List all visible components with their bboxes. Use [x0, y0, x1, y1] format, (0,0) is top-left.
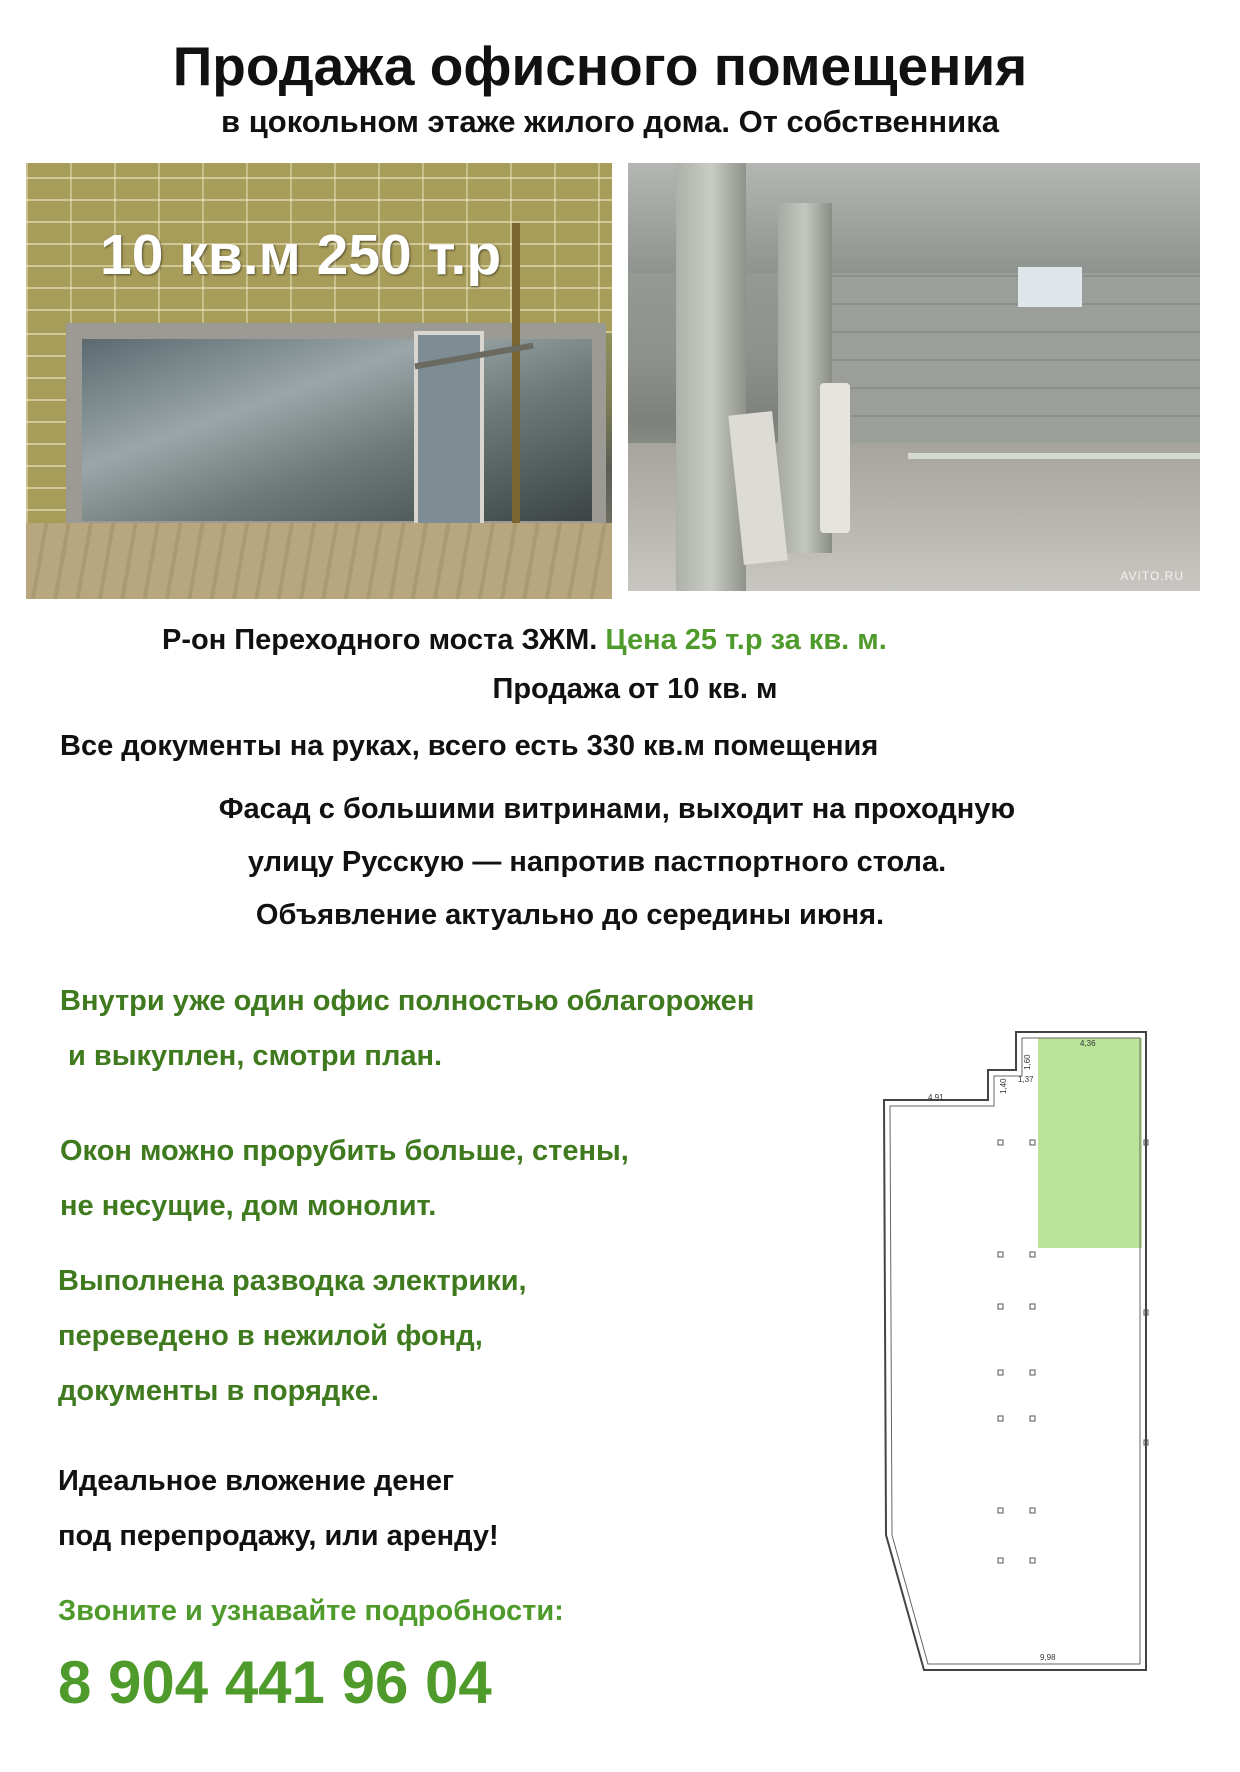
feature-electric: Выполнена разводка электрики,: [58, 1265, 527, 1297]
floor-plan: [870, 1020, 1240, 1750]
material-roll: [820, 383, 850, 533]
dim-left: 4,91: [928, 1093, 944, 1102]
dim-top-right: 4,36: [1080, 1039, 1096, 1048]
dim-step: 1,37: [1018, 1075, 1034, 1084]
location-line: [162, 624, 1162, 657]
feature-inside: и выкуплен, смотри план.: [68, 1040, 443, 1072]
paved-sidewalk: [26, 523, 612, 599]
price-per-meter: Цена 25 т.р за кв. м.: [605, 624, 887, 656]
dim-small-vertical: 1,40: [999, 1078, 1008, 1094]
basement-window: [1018, 267, 1082, 307]
sold-office-area: [1038, 1038, 1142, 1248]
watermark: AVITO.RU: [1120, 569, 1184, 583]
feature-electric: документы в порядке.: [58, 1375, 379, 1407]
documents-line: Все документы на руках, всего есть 330 кв.м помещения: [60, 730, 879, 762]
location-text: Р-он Переходного моста ЗЖМ.: [162, 624, 598, 656]
feature-electric: переведено в нежилой фонд,: [58, 1320, 483, 1352]
investment-line: под перепродажу, или аренду!: [58, 1520, 499, 1552]
investment-line: Идеальное вложение денег: [58, 1465, 455, 1497]
sale-minimum: Продажа от 10 кв. м: [492, 673, 778, 705]
canopy-post: [512, 223, 520, 523]
facade-line: Фасад с большими витринами, выходит на проходную: [218, 793, 1016, 825]
interior-photo: [628, 163, 1200, 591]
feature-windows: не несущие, дом монолит.: [60, 1190, 437, 1222]
feature-windows: Окон можно прорубить больше, стены,: [60, 1135, 629, 1167]
facade-line: улицу Русскую — напротив пастпортного стола.: [247, 846, 947, 878]
pipe: [908, 453, 1200, 459]
feature-inside: Внутри уже один офис полностью облагорожен: [60, 985, 755, 1017]
page-subtitle: в цокольном этаже жилого дома. От собственника: [221, 104, 999, 139]
phone-number[interactable]: 8 904 441 96 04: [58, 1649, 492, 1716]
facade-line: Объявление актуально до середины июня.: [255, 899, 885, 931]
dim-right-vertical: 1,60: [1023, 1054, 1032, 1070]
price-overlay: 10 кв.м 250 т.р: [100, 223, 502, 287]
dim-bottom: 9,98: [1040, 1653, 1056, 1662]
concrete-column: [676, 163, 746, 591]
call-to-action: Звоните и узнавайте подробности:: [58, 1595, 564, 1627]
block-wall: [828, 273, 1200, 443]
page-title: Продажа офисного помещения: [172, 35, 1028, 97]
